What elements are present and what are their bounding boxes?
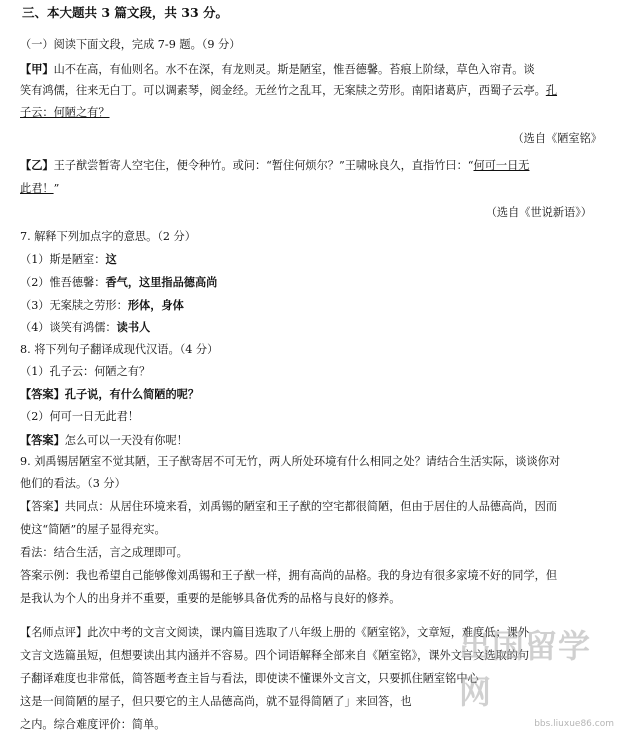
- q7-item-1-answer: 这: [105, 252, 117, 266]
- q9-view: 看法：结合生活，言之成理即可。: [20, 546, 188, 559]
- q9-question-line-2: 他们的看法。（3 分）: [20, 477, 126, 490]
- q8-answer-2-label: 【答案】: [20, 433, 65, 447]
- yi-line-1: [20, 158, 529, 173]
- section-title: 三、本大题共 3 篇文段，共 33 分。: [22, 5, 229, 20]
- q7-item-1: [20, 252, 117, 267]
- jia-text-2: 笑有鸿儒，往来无白丁。可以调素琴，阅金经。无丝竹之乱耳，无案牍之劳形。南阳诸葛庐，西蜀子云亭。: [20, 84, 546, 97]
- yi-line-2: [20, 182, 59, 196]
- yi-text-2-end: ”: [53, 182, 60, 195]
- q8-answer-1-text: 孔子说，有什么简陋的呢？: [64, 387, 200, 401]
- q8-sentence-1: （1）孔子云：何陋之有？: [20, 365, 151, 378]
- q7-item-3: [20, 298, 184, 313]
- q8-answer-2-text: 怎么可以一天没有你呢！: [64, 434, 188, 447]
- q7-item-3-answer: 形体，身体: [127, 298, 184, 312]
- comment-line-1: 【名师点评】此次中考的文言文阅读，课内篇目选取了八年级上册的《陋室铭》，文章短，难度低；课外: [20, 626, 530, 639]
- q8-answer-1-label: 【答案】: [20, 387, 65, 401]
- q7-item-4-answer: 读书人: [116, 320, 151, 334]
- q9-answer-line-1: 【答案】共同点：从居住环境来看，刘禹锡的陋室和王子猷的空宅都很简陋，但由于居住的人品德高尚，因而: [20, 500, 558, 513]
- teacher-comment: [16, 618, 616, 741]
- q7-item-4: [20, 320, 150, 335]
- q8-sentence-2: （2）何可一日无此君！: [20, 410, 139, 423]
- comment-line-2: 文言文选篇虽短，但想要读出其内涵并不容易。四个词语解释全部来自《陋室铭》，课外文言文选取的句: [20, 649, 530, 662]
- q7-item-2-answer: 香气，这里指品德高尚: [105, 275, 218, 289]
- watermark-logo-text: 出国留学网: [459, 627, 592, 711]
- jia-label: 【甲】: [20, 62, 54, 76]
- q7-item-1-question: （1）斯是陋室：: [20, 253, 106, 266]
- comment-line-5: 之内。综合难度评价：简单。: [20, 718, 166, 731]
- yi-text-1: 王子猷尝暂寄人空宅住，便令种竹。或问：“暂住何烦尔？”王啸咏良久，直指竹曰：“: [53, 159, 474, 172]
- jia-line-3: [20, 106, 110, 120]
- jia-line-2: [20, 84, 557, 98]
- yi-text-1-underline: 何可一日无: [473, 159, 530, 172]
- q9-question-line-1: 9. 刘禹锡居陋室不觉其陋，王子猷寄居不可无竹，两人所处环境有什么相同之处？请结合生活实际，谈谈你对: [20, 455, 561, 468]
- jia-source: （选自《陋室铭》: [512, 132, 602, 145]
- yi-label: 【乙】: [20, 158, 54, 172]
- yi-text-2-underline: 此君！: [20, 182, 54, 195]
- comment-line-3: 子翻译难度也非常低，简答题考查主旨与看法，即使读不懂课外文言文，只要抓住陋室铭中心: [20, 672, 479, 685]
- yi-source: （选自《世说新语》）: [485, 206, 592, 219]
- q9-example-line-1: 答案示例：我也希望自己能够像刘禹锡和王子猷一样，拥有高尚的品格。我的身边有很多家境不好的同学，但: [20, 569, 558, 582]
- watermark-url: bbs.liuxue86.com: [534, 719, 614, 729]
- jia-text-2-underline: 孔: [545, 84, 558, 97]
- q7-item-3-question: （3）无案牍之劳形：: [20, 299, 128, 312]
- q9-answer-line-2: 使这“简陋”的屋子显得充实。: [20, 523, 166, 536]
- q8-answer-2: [20, 433, 188, 448]
- q8-title: 8. 将下列句子翻译成现代汉语。（4 分）: [20, 343, 219, 356]
- jia-line-1: [20, 62, 535, 77]
- q7-item-2: [20, 275, 217, 290]
- q9-example-line-2: 是我认为个人的出身并不重要，重要的是能够具备优秀的品格与良好的修养。: [20, 592, 401, 605]
- part-intro: （一）阅读下面文段，完成 7-9 题。（9 分）: [20, 38, 241, 51]
- q7-title: 7. 解释下列加点字的意思。（2 分）: [20, 230, 196, 243]
- q7-item-2-question: （2）惟吾德馨：: [20, 276, 106, 289]
- q8-answer-1: [20, 387, 199, 402]
- jia-text-3-underline: 子云：何陋之有？: [20, 106, 110, 119]
- comment-line-4: 这是一间简陋的屋子，但只要它的主人品德高尚，就不显得简陋了」来回答，也: [20, 695, 412, 708]
- jia-text-1: 山不在高，有仙则名。水不在深，有龙则灵。斯是陋室，惟吾德馨。苔痕上阶绿，草色入帘青。谈: [53, 63, 535, 76]
- q7-item-4-question: （4）谈笑有鸿儒：: [20, 321, 117, 334]
